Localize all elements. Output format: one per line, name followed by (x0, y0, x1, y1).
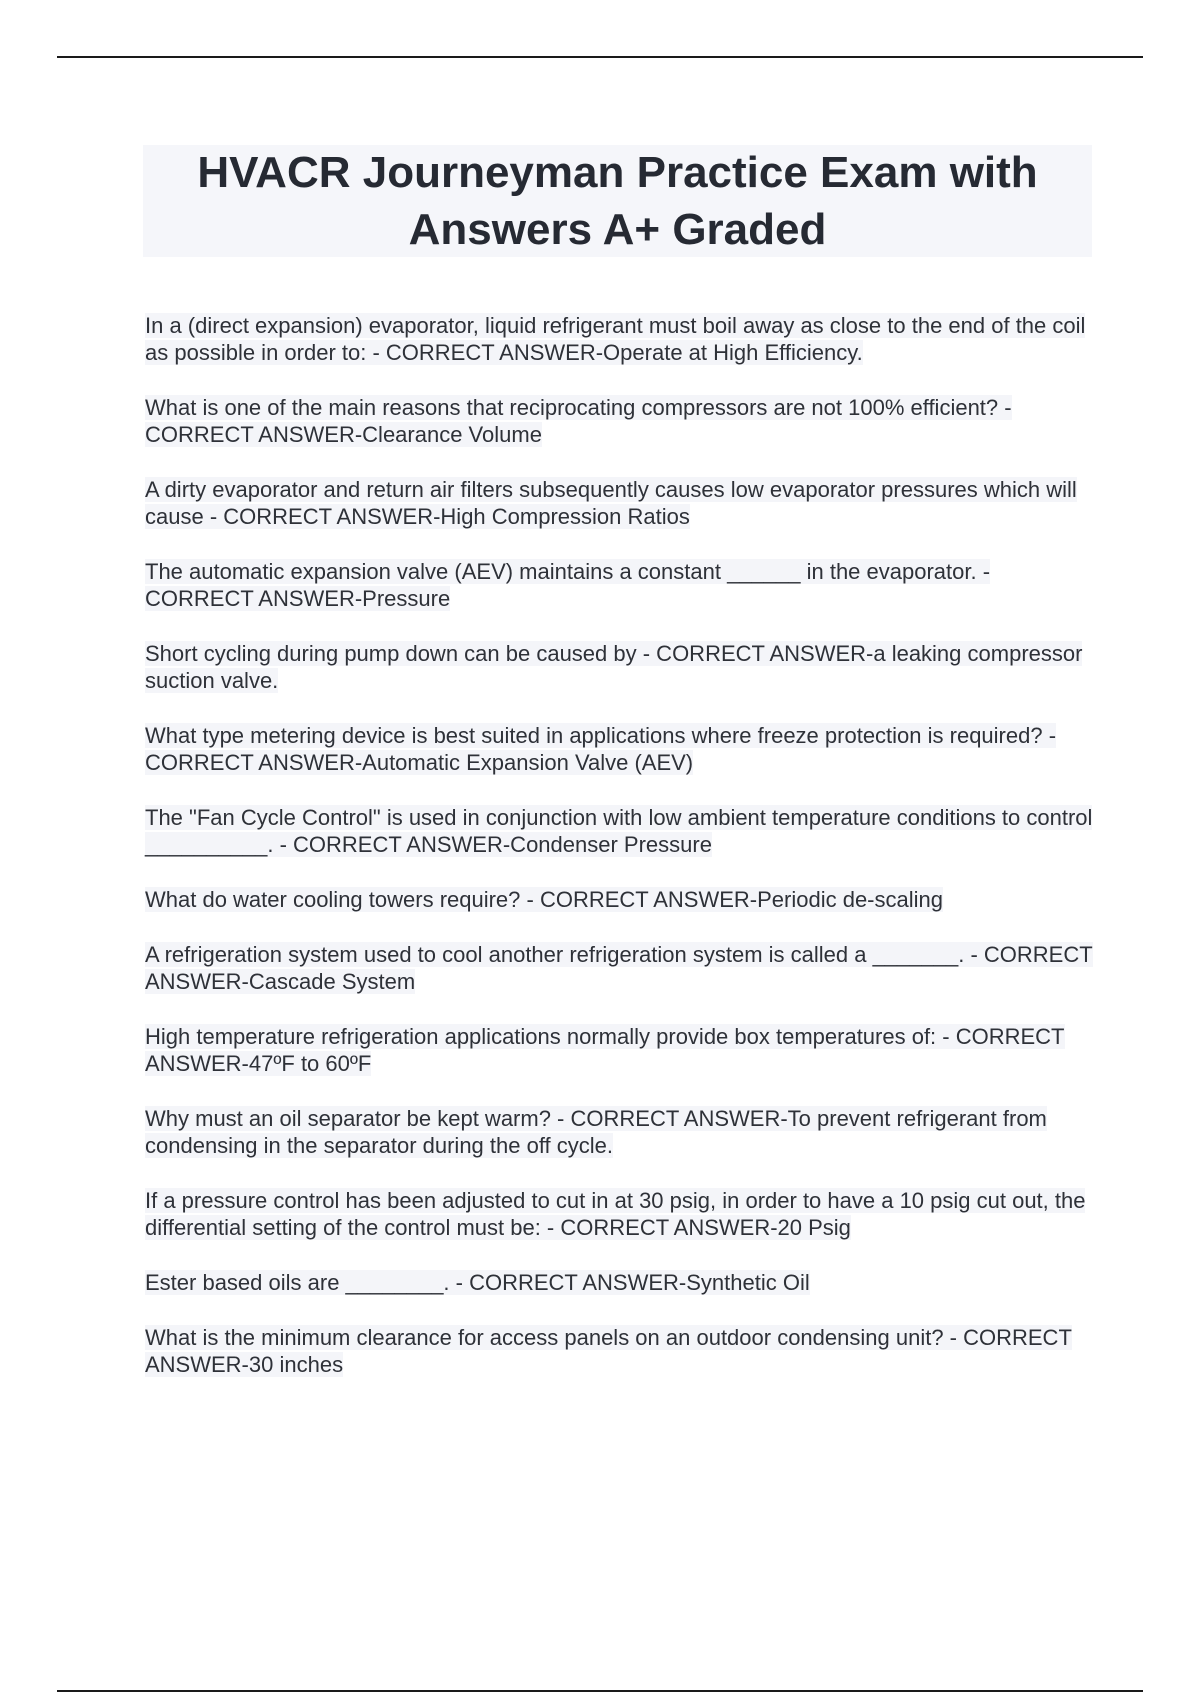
qa-item (145, 394, 1095, 448)
qa-text: If a pressure control has been adjusted to cut in at 30 psig, in order to have a 10 psig cut out, the differential setting of the control must be: - CORRECT ANSWER-20 Psig (145, 1188, 1086, 1240)
qa-text: Ester based oils are ________. - CORRECT ANSWER-Synthetic Oil (145, 1270, 810, 1295)
qa-text: What is the minimum clearance for access panels on an outdoor condensing unit? - CORRECT ANSWER-30 inches (145, 1325, 1072, 1377)
qa-item (145, 722, 1095, 776)
qa-item (145, 1105, 1095, 1159)
qa-text: What type metering device is best suited in applications where freeze protection is required? - CORRECT ANSWER-Automatic Expansion Valve (AEV) (145, 723, 1057, 775)
qa-text: The automatic expansion valve (AEV) maintains a constant ______ in the evaporator. - CORRECT ANSWER-Pressure (145, 559, 991, 611)
qa-text: What is one of the main reasons that reciprocating compressors are not 100% efficient? - CORRECT ANSWER-Clearance Volume (145, 395, 1012, 447)
top-rule (57, 56, 1143, 58)
title-block (143, 145, 1092, 257)
qa-text: What do water cooling towers require? - CORRECT ANSWER-Periodic de-scaling (145, 887, 943, 912)
qa-item (145, 558, 1095, 612)
qa-text: A refrigeration system used to cool another refrigeration system is called a _______. - CORRECT ANSWER-Cascade System (145, 942, 1093, 994)
qa-item (145, 476, 1095, 530)
bottom-rule (57, 1690, 1143, 1692)
qa-item (145, 640, 1095, 694)
qa-text: A dirty evaporator and return air filters subsequently causes low evaporator pressures which will cause - CORRECT ANSWER-High Compression Ratios (145, 477, 1077, 529)
document-title: HVACR Journeyman Practice Exam with Answers A+ Graded (197, 148, 1038, 254)
qa-text: The "Fan Cycle Control" is used in conjunction with low ambient temperature conditions to control __________. - CORRECT ANSWER-Condenser Pressure (145, 805, 1093, 857)
qa-item (145, 312, 1095, 366)
qa-text: Short cycling during pump down can be caused by - CORRECT ANSWER-a leaking compressor suction valve. (145, 641, 1083, 693)
qa-item (145, 886, 1095, 913)
qa-text: Why must an oil separator be kept warm? - CORRECT ANSWER-To prevent refrigerant from condensing in the separator during the off cycle. (145, 1106, 1047, 1158)
qa-item (145, 1269, 1095, 1296)
qa-item (145, 941, 1095, 995)
qa-text: High temperature refrigeration applications normally provide box temperatures of: - CORRECT ANSWER-47ºF to 60ºF (145, 1024, 1065, 1076)
qa-item (145, 1187, 1095, 1241)
qa-item (145, 804, 1095, 858)
qa-list (145, 312, 1095, 1406)
qa-item (145, 1023, 1095, 1077)
qa-text: In a (direct expansion) evaporator, liquid refrigerant must boil away as close to the end of the coil as possible in order to: - CORRECT ANSWER-Operate at High Efficiency. (145, 313, 1086, 365)
qa-item (145, 1324, 1095, 1378)
